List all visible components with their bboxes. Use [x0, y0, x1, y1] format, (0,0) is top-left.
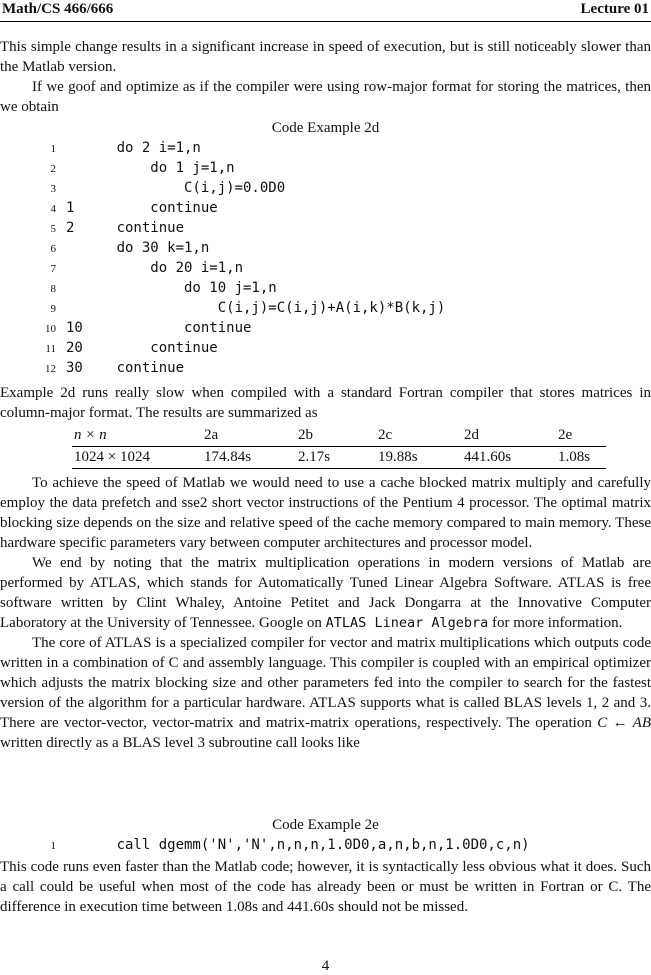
code-line	[0, 298, 651, 318]
paragraph-3: Example 2d runs really slow when compiled with a standard Fortran compiler that stores matrices in column-major format. The results are summarized as	[0, 385, 651, 421]
line-number: 4	[50, 203, 56, 215]
code-text: 1 continue	[66, 200, 218, 216]
paragraph-6-text: The core of ATLAS is a specialized compiler for vector and matrix multiplications which outputs code written in a combination of C and assembly language. This compiler is coupled with an empirical optimizer which adjusts the matrix blocking size and other parameters fed into the compiler to search for the fastest version of the algorithm for a particular hardware. ATLAS supports what is called BLAS levels 1, 2 and 3. There are vector-vector, vector-matrix and matrix-matrix operations, respectively. The operation	[0, 635, 651, 731]
table-header-cell: 2a	[202, 425, 296, 447]
line-number: 2	[50, 163, 56, 175]
paragraph-1: This simple change results in a significant increase in speed of execution, but is still noticeably slower than the Matlab version.	[0, 39, 651, 75]
line-number: 11	[45, 343, 56, 355]
line-number: 12	[45, 363, 56, 375]
header-rule	[0, 21, 651, 22]
code-line	[0, 338, 651, 358]
table-cell: 1024 × 1024	[72, 447, 202, 469]
table-header-cell: 2c	[376, 425, 462, 447]
table-cell: 2.17s	[296, 447, 376, 469]
paragraph-6-end: written directly as a BLAS level 3 subroutine call looks like	[0, 735, 360, 751]
code-text: 30 continue	[66, 360, 185, 376]
paragraph-5	[0, 553, 651, 633]
table-row	[72, 447, 606, 469]
running-header	[0, 0, 651, 22]
search-term: ATLAS Linear Algebra	[325, 615, 489, 631]
math-expression: C ← AB	[597, 715, 651, 731]
paragraph-6	[0, 633, 651, 753]
code-text: do 30 k=1,n	[66, 240, 210, 256]
line-number: 8	[50, 283, 56, 295]
code-text: C(i,j)=0.0D0	[66, 180, 286, 196]
paragraph-5-end: for more information.	[488, 615, 623, 631]
code-line	[0, 278, 651, 298]
code-line	[0, 178, 651, 198]
course-title: Math/CS 466/666	[2, 1, 114, 17]
caption-code-2e: Code Example 2e	[272, 817, 379, 833]
line-number: 1	[50, 143, 56, 155]
code-text: 2 continue	[66, 220, 185, 236]
line-number: 10	[45, 323, 56, 335]
line-number: 6	[50, 243, 56, 255]
code-listing-2e	[0, 835, 651, 855]
paragraph-5-text: We end by noting that the matrix multiplication operations in modern versions of Matlab are performed by ATLAS, which stands for Automatically Tuned Linear Algebra Software. ATLAS is free software written by Clint Whaley, Antoine Petitet and Jack Dongarra at the Innovative Computer Laboratory at the University of Tennessee. Google on	[0, 555, 651, 631]
caption-code-2d: Code Example 2d	[271, 120, 380, 136]
table-header-cell: 2d	[462, 425, 556, 447]
results-table	[72, 425, 606, 469]
code-line	[0, 198, 651, 218]
intro-text	[0, 37, 651, 117]
table-header-cell: 2b	[296, 425, 376, 447]
lecture-label: Lecture 01	[580, 1, 649, 17]
paragraph-4: To achieve the speed of Matlab we would need to use a cache blocked matrix multiply and carefully employ the data prefetch and sse2 short vector instructions of the Pentium 4 processor. The optimal matrix blocking size depends on the size and relative speed of the cache memory compared to main memory. These hardware specific parameters vary between computer architectures and processor model.	[0, 475, 651, 551]
body-text	[0, 473, 651, 753]
page-number: 4	[321, 958, 330, 974]
code-line	[0, 258, 651, 278]
line-number: 1	[50, 840, 56, 852]
table-cell: 441.60s	[462, 447, 556, 469]
line-number: 5	[50, 223, 56, 235]
code-listing-2d	[0, 138, 651, 378]
code-line	[0, 158, 651, 178]
table-cell: 1.08s	[556, 447, 606, 469]
line-number: 3	[50, 183, 56, 195]
code-text: do 20 i=1,n	[66, 260, 244, 276]
line-number: 9	[50, 303, 56, 315]
code-text: call dgemm('N','N',n,n,n,1.0D0,a,n,b,n,1.0D0,c,n)	[66, 837, 530, 853]
code-text: do 2 i=1,n	[66, 140, 201, 156]
table-header-cell: 2e	[556, 425, 606, 447]
table-cell: 19.88s	[376, 447, 462, 469]
code-line	[0, 218, 651, 238]
table-header-cell: n × n	[72, 425, 202, 447]
code-text: 20 continue	[66, 340, 218, 356]
table-cell: 174.84s	[202, 447, 296, 469]
code-text: do 1 j=1,n	[66, 160, 235, 176]
code-line	[0, 835, 651, 855]
paragraph-7: This code runs even faster than the Matlab code; however, it is syntactically less obvious what it does. Such a call could be useful when most of the code has already been or must be written in Fortran or C. The difference in execution time between 1.08s and 441.60s should not be missed.	[0, 859, 651, 915]
code-text: do 10 j=1,n	[66, 280, 277, 296]
code-text: C(i,j)=C(i,j)+A(i,k)*B(k,j)	[66, 300, 446, 316]
code-line	[0, 238, 651, 258]
code-line	[0, 358, 651, 378]
code-line	[0, 318, 651, 338]
paragraph-2: If we goof and optimize as if the compiler were using row-major format for storing the matrices, then we obtain	[0, 79, 651, 115]
code-text: 10 continue	[66, 320, 252, 336]
table-header-row	[72, 425, 606, 447]
line-number: 7	[50, 263, 56, 275]
code-line	[0, 138, 651, 158]
